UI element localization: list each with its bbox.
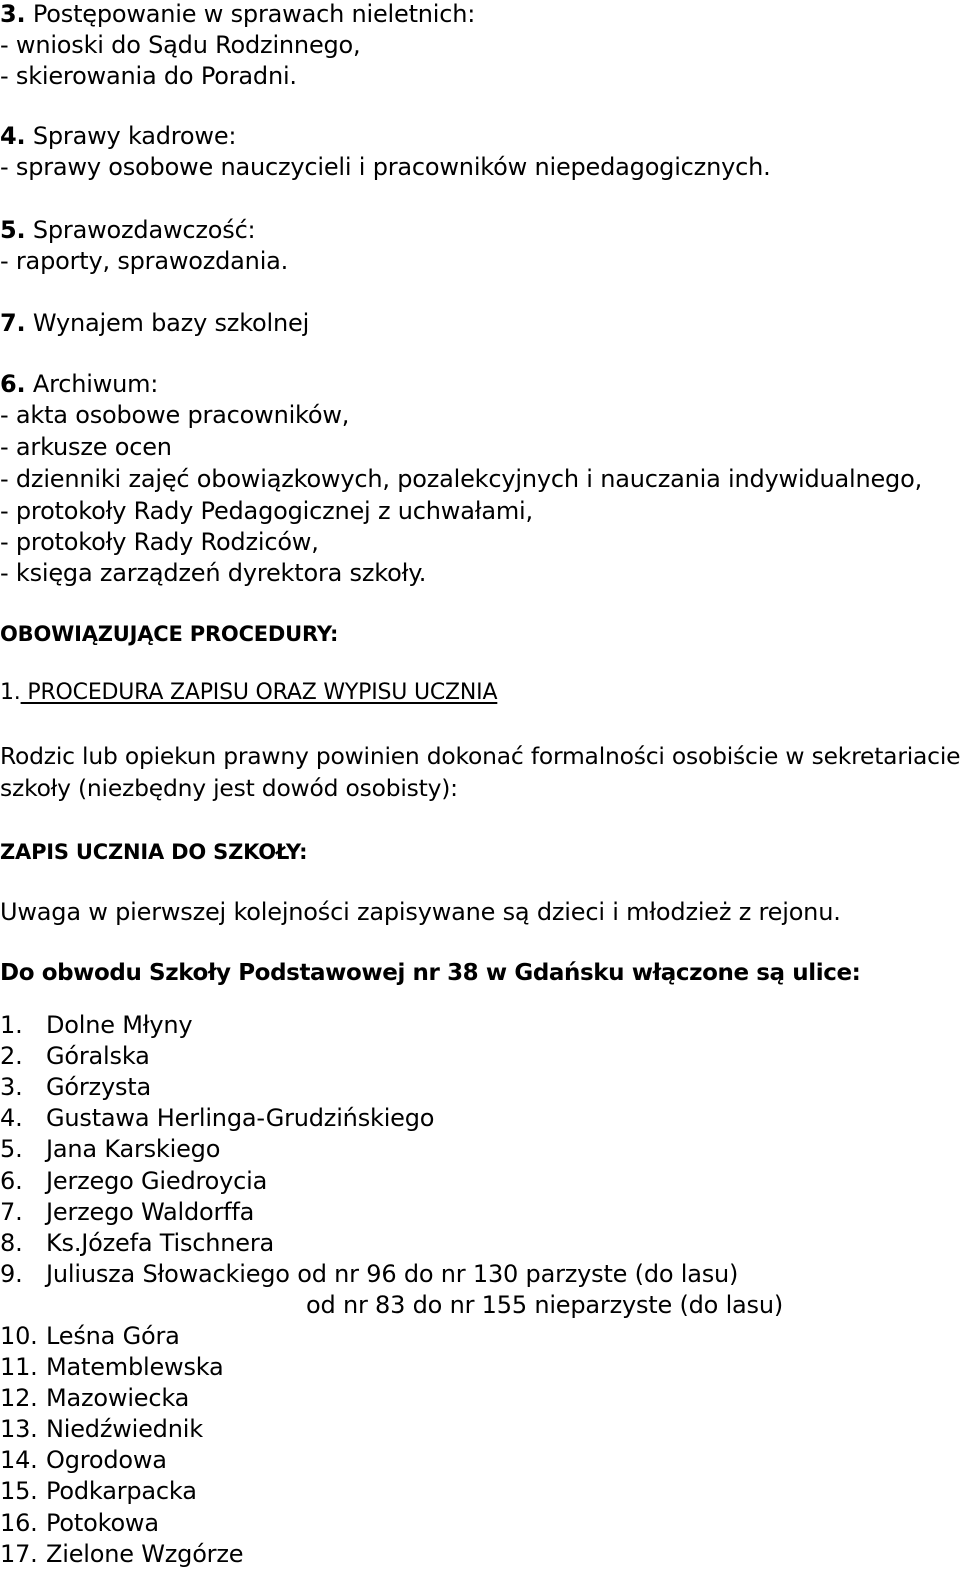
street-item [0,1102,434,1134]
street-item [0,1507,159,1539]
street-name: Leśna Góra [46,1322,180,1350]
street-number: 10. [0,1322,38,1350]
street-number: 2. [0,1042,23,1070]
procedure-number: 1. [0,680,21,705]
street-number: 5. [0,1135,23,1163]
street-item [0,1071,151,1103]
enrollment-heading: ZAPIS UCZNIA DO SZKOŁY: [0,840,308,864]
street-name: Niedźwiednik [46,1415,203,1443]
street-number: 7. [0,1198,23,1226]
street-name: Juliusza Słowackiego od nr 96 do nr 130 parzyste (do lasu) [46,1260,739,1288]
street-number: 8. [0,1229,23,1257]
street-number: 16. [0,1509,38,1537]
street-number: 13. [0,1415,38,1443]
street-item [0,1009,192,1041]
street-item [0,1444,167,1476]
section-title: Postępowanie w sprawach nieletnich: [32,0,476,28]
section-number: 5. [0,216,26,244]
section-title: Sprawy kadrowe: [32,122,237,150]
section-number: 3. [0,0,26,28]
street-name: Góralska [46,1042,150,1070]
street-number: 6. [0,1167,23,1195]
street-item [0,1196,254,1228]
priority-note: Uwaga w pierwszej kolejności zapisywane są dzieci i młodzież z rejonu. [0,898,841,926]
street-number: 1. [0,1011,23,1039]
intro-paragraph-line: Rodzic lub opiekun prawny powinien dokonać formalności osobiście w sekretariacie [0,742,960,770]
section-3-title [0,0,475,30]
section-title: Wynajem bazy szkolnej [32,309,310,337]
section-5-item: - raporty, sprawozdania. [0,247,289,275]
street-item [0,1475,197,1507]
procedure-title [0,677,497,709]
street-name: Jerzego Waldorffa [46,1198,255,1226]
section-6-item: - akta osobowe pracowników, [0,401,350,429]
section-6-item: - protokoły Rady Pedagogicznej z uchwałami, [0,497,533,525]
street-item [0,1382,189,1414]
section-6-item: - protokoły Rady Rodziców, [0,528,319,556]
street-item [0,1040,150,1072]
street-item [0,1133,220,1165]
section-6-item: - arkusze ocen [0,433,172,461]
street-name: Dolne Młyny [46,1011,193,1039]
section-5-title [0,214,255,246]
street-number: 11. [0,1353,38,1381]
street-name: Mazowiecka [46,1384,190,1412]
street-item [0,1413,203,1445]
section-3-item: - skierowania do Poradni. [0,62,297,90]
section-number: 4. [0,122,26,150]
section-7-title [0,307,309,339]
section-4-title [0,120,236,152]
street-number: 3. [0,1073,23,1101]
section-title: Sprawozdawczość: [32,216,256,244]
street-name: Podkarpacka [46,1477,197,1505]
section-6-title [0,368,158,400]
procedures-heading: OBOWIĄZUJĄCE PROCEDURY: [0,622,339,646]
street-item [0,1258,738,1290]
section-number: 7. [0,309,26,337]
intro-paragraph-line: szkoły (niezbędny jest dowód osobisty): [0,774,458,802]
street-name: Ogrodowa [46,1446,167,1474]
street-name: Gustawa Herlinga-Grudzińskiego [46,1104,435,1132]
street-name: Matemblewska [46,1353,224,1381]
street-item [0,1538,243,1570]
street-name: Jana Karskiego [46,1135,221,1163]
street-name: Górzysta [46,1073,151,1101]
street-number: 4. [0,1104,23,1132]
section-6-item: - księga zarządzeń dyrektora szkoły. [0,559,427,587]
section-title: Archiwum: [32,370,159,398]
street-name: Ks.Józefa Tischnera [46,1229,275,1257]
street-name: Zielone Wzgórze [46,1540,244,1568]
section-4-item: - sprawy osobowe nauczycieli i pracowników niepedagogicznych. [0,153,771,181]
street-name: Jerzego Giedroycia [46,1167,268,1195]
street-number: 9. [0,1260,23,1288]
section-number: 6. [0,370,26,398]
section-3-item: - wnioski do Sądu Rodzinnego, [0,31,361,59]
street-number: 12. [0,1384,38,1412]
street-item [0,1165,267,1197]
street-number: 17. [0,1540,38,1568]
street-item-continuation: od nr 83 do nr 155 nieparzyste (do lasu) [306,1291,784,1319]
street-item [0,1351,224,1383]
streets-heading: Do obwodu Szkoły Podstawowej nr 38 w Gdańsku włączone są ulice: [0,960,861,986]
street-number: 15. [0,1477,38,1505]
street-name: Potokowa [46,1509,159,1537]
street-item [0,1227,274,1259]
procedure-title-text: PROCEDURA ZAPISU ORAZ WYPISU UCZNIA [20,680,498,705]
section-6-item: - dzienniki zajęć obowiązkowych, pozalekcyjnych i nauczania indywidualnego, [0,465,922,493]
street-number: 14. [0,1446,38,1474]
street-item [0,1320,180,1352]
